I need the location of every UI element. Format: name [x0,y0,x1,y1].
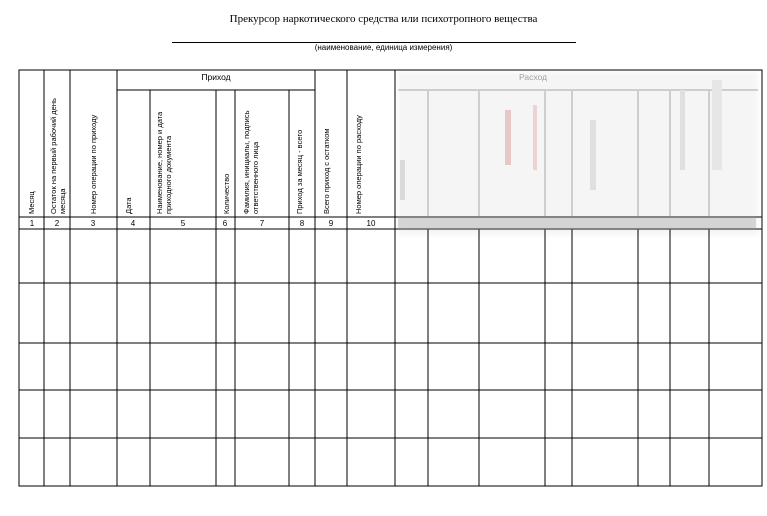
expense-group-header: Расход [518,72,548,82]
income-group-header: Приход [201,72,231,82]
col-number: 7 [259,219,265,228]
col-header-income-doc-line1: Наименование, номер и дата [155,111,164,214]
col-number: 9 [328,219,334,228]
col-header-monthly-income: Приход за месяц - всего [295,129,304,214]
blurred-expense-lines [398,80,758,230]
col-header-income-op-number: Номер операции по приходу [89,114,98,214]
document-subtitle: (наименование, единица измерения) [314,43,453,52]
col-number: 1 [29,219,35,228]
col-number: 3 [90,219,96,228]
col-header-income-doc [155,110,173,214]
col-header-balance-line1: Остаток на первый рабочий день [49,98,58,214]
col-number: 4 [130,219,136,228]
col-header-date: Дата [124,197,133,214]
col-number: 6 [222,219,228,228]
col-header-balance [49,96,67,214]
col-header-quantity: Количество [222,173,231,214]
col-header-month: Месяц [27,191,36,214]
col-number: 5 [180,219,186,228]
col-header-total-with-balance: Всего приход с остатком [322,128,331,214]
col-number: 2 [54,219,60,228]
col-header-expense-op-number: Номер операции по расходу [354,115,363,214]
col-header-income-doc-line2: приходного документа [164,135,173,214]
col-header-responsible-line1: Фамилия, инициалы, подпись [242,110,251,214]
col-header-balance-line2: месяца [58,188,67,214]
document-title: Прекурсор наркотического средства или психотропного вещества [229,13,538,25]
col-header-responsible [242,108,260,214]
col-number: 8 [299,219,305,228]
table-border [19,70,762,486]
col-number: 10 [366,219,376,228]
col-header-responsible-line2: ответственного лица [251,141,260,214]
